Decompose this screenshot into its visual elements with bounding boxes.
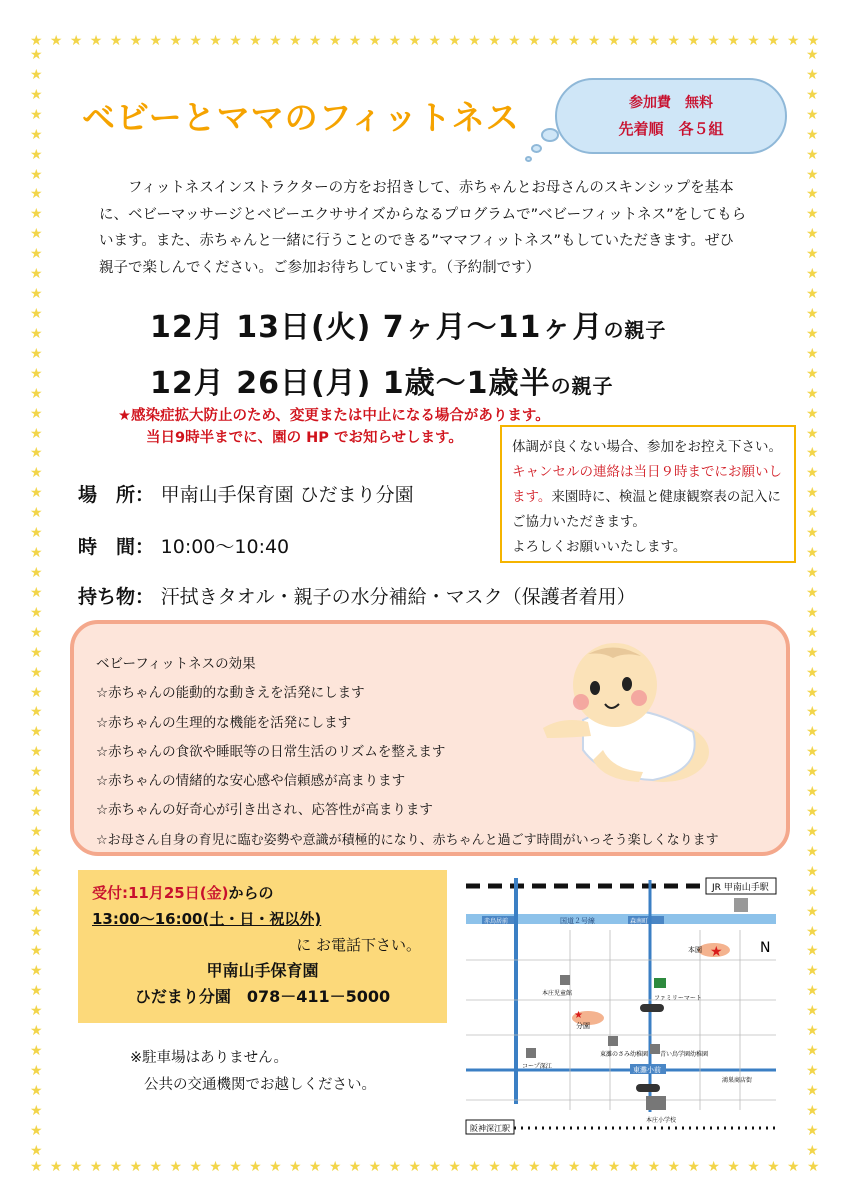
border-star-icon: ★ <box>30 66 43 83</box>
border-star-icon: ★ <box>328 1159 342 1175</box>
border-star-icon: ★ <box>149 1159 163 1175</box>
border-star-icon: ★ <box>189 1159 202 1175</box>
school-label: 本庄小学校 <box>646 1117 677 1124</box>
fee-text: 参加費 無料 <box>629 95 713 111</box>
border-star-icon: ★ <box>806 206 819 223</box>
border-star-icon: ★ <box>229 1159 242 1175</box>
effect-item: ☆赤ちゃんの食欲や睡眠等の日常生活のリズムを整えます <box>96 743 446 760</box>
date-line-1: 12月 13日(火) 7ヶ月～11ヶ月の親子 <box>150 310 667 345</box>
border-star-icon: ★ <box>209 1159 222 1175</box>
border-star-icon: ★ <box>806 584 819 601</box>
mark1-label: 東灘のさみ幼稚園 <box>600 1051 649 1058</box>
border-star-icon: ★ <box>567 1159 581 1175</box>
honjo-label: 本庄児童館 <box>542 990 573 997</box>
border-star-icon: ★ <box>129 33 143 49</box>
border-star-icon: ★ <box>488 33 501 49</box>
border-star-icon: ★ <box>30 1159 43 1175</box>
border-star-icon: ★ <box>528 1159 541 1175</box>
border-star-icon: ★ <box>388 33 402 49</box>
border-star-icon: ★ <box>288 1159 302 1175</box>
border-star-icon: ★ <box>567 33 581 49</box>
border-star-icon: ★ <box>647 33 661 49</box>
border-star-icon: ★ <box>30 584 43 601</box>
border-star-icon: ★ <box>30 86 43 103</box>
border-star-icon: ★ <box>30 744 43 761</box>
border-star-icon: ★ <box>30 1142 43 1159</box>
place-row: 場 所： 甲南山手保育園 ひだまり分園 <box>78 484 414 506</box>
border-star-icon: ★ <box>30 286 43 303</box>
border-star-icon: ★ <box>767 1159 780 1175</box>
branch-star-icon: ★ <box>574 1010 583 1021</box>
border-star-icon: ★ <box>30 604 43 621</box>
border-star-icon: ★ <box>30 843 43 860</box>
border-star-icon: ★ <box>30 624 43 641</box>
border-star-icon: ★ <box>806 1082 819 1099</box>
border-star-icon: ★ <box>30 545 43 562</box>
crawling-baby-illustration <box>543 640 713 790</box>
border-star-icon: ★ <box>667 33 681 49</box>
border-star-icon: ★ <box>806 564 819 581</box>
border-star-icon: ★ <box>30 425 43 442</box>
border-star-icon: ★ <box>806 1122 819 1139</box>
border-star-icon: ★ <box>269 33 282 49</box>
familymart-label: ファミリーマート <box>654 995 702 1002</box>
border-star-icon: ★ <box>30 664 43 681</box>
border-star-icon: ★ <box>30 724 43 741</box>
border-star-icon: ★ <box>687 33 700 49</box>
border-star-icon: ★ <box>328 33 342 49</box>
border-star-icon: ★ <box>806 266 819 283</box>
effect-item: ☆赤ちゃんの好奇心が引き出され、応答性が高まります <box>96 802 433 819</box>
border-star-icon: ★ <box>30 1102 43 1119</box>
border-star-icon: ★ <box>30 983 43 1000</box>
border-star-icon: ★ <box>89 1159 103 1175</box>
border-star-icon: ★ <box>408 33 422 49</box>
border-star-icon: ★ <box>587 1159 601 1175</box>
border-star-icon: ★ <box>707 33 720 49</box>
border-star-icon: ★ <box>30 823 43 840</box>
tohano-label: 東灘小前 <box>633 1066 661 1074</box>
border-star-icon: ★ <box>428 33 441 49</box>
border-star-icon: ★ <box>806 365 819 382</box>
border-star-icon: ★ <box>30 963 43 980</box>
border-star-icon: ★ <box>89 33 103 49</box>
border-star-icon: ★ <box>308 33 322 49</box>
border-star-icon: ★ <box>806 1023 819 1040</box>
border-star-icon: ★ <box>667 1159 681 1175</box>
border-star-icon: ★ <box>109 33 123 49</box>
border-star-icon: ★ <box>30 325 43 342</box>
border-star-icon: ★ <box>806 724 819 741</box>
border-star-icon: ★ <box>408 1159 422 1175</box>
border-star-icon: ★ <box>288 33 302 49</box>
border-star-icon: ★ <box>468 33 481 49</box>
border-star-icon: ★ <box>806 903 819 920</box>
border-star-icon: ★ <box>448 1159 461 1175</box>
time-row: 時 間： 10:00～10:40 <box>78 536 290 558</box>
border-star-icon: ★ <box>707 1159 720 1175</box>
border-star-icon: ★ <box>30 943 43 960</box>
border-star-icon: ★ <box>727 1159 740 1175</box>
border-star-icon: ★ <box>547 33 561 49</box>
border-star-icon: ★ <box>209 33 222 49</box>
fee-cloud <box>555 78 787 154</box>
border-star-icon: ★ <box>806 86 819 103</box>
border-star-icon: ★ <box>69 1159 83 1175</box>
border-star-icon: ★ <box>806 445 819 462</box>
road-label-1: 赤鳥居前 <box>484 918 509 925</box>
border-star-icon: ★ <box>528 33 541 49</box>
effect-item: ☆赤ちゃんの情緒的な安心感や信頼感が高まります <box>96 773 406 790</box>
limit-text: 先着順 各５組 <box>618 120 724 138</box>
border-star-icon: ★ <box>806 1063 819 1080</box>
star-border-right <box>806 48 819 1158</box>
border-star-icon: ★ <box>368 1159 382 1175</box>
border-star-icon: ★ <box>627 1159 641 1175</box>
jr-station-label: JR 甲南山手駅 <box>712 883 769 893</box>
border-star-icon: ★ <box>806 305 819 322</box>
border-star-icon: ★ <box>767 33 780 49</box>
main-school-star-icon: ★ <box>710 944 723 960</box>
border-star-icon: ★ <box>806 246 819 263</box>
border-star-icon: ★ <box>30 226 43 243</box>
border-star-icon: ★ <box>30 246 43 263</box>
border-star-icon: ★ <box>806 1142 819 1159</box>
reception-box: 受付:11月25日(金)からの 13:00～16:00(土・日・祝以外) に お電話下さい。 甲南山手保育園 ひだまり分園 078－411－5000 <box>78 870 447 1023</box>
page-title: ベビーとママのフィットネス <box>82 98 520 137</box>
parking-note: ※駐車場はありません。 公共の交通機関でお越しください。 <box>130 1050 376 1093</box>
border-star-icon: ★ <box>30 146 43 163</box>
border-star-icon: ★ <box>806 405 819 422</box>
health-notice-box: 体調が良くない場合、参加をお控え下さい。キャンセルの連絡は当日９時までにお願いします。来園時に、検温と健康観察表の記入にご協力いただきます。 よろしくお願いいたします。 <box>500 425 796 563</box>
star-border-top <box>30 34 820 48</box>
border-star-icon: ★ <box>806 106 819 123</box>
border-star-icon: ★ <box>30 764 43 781</box>
border-star-icon: ★ <box>806 1159 820 1175</box>
border-star-icon: ★ <box>806 764 819 781</box>
effect-item: ☆赤ちゃんの生理的な機能を活発にします <box>96 714 352 731</box>
border-star-icon: ★ <box>806 47 819 63</box>
border-star-icon: ★ <box>30 903 43 920</box>
border-star-icon: ★ <box>508 1159 521 1175</box>
border-star-icon: ★ <box>508 33 521 49</box>
phone-number[interactable]: ひだまり分園 078－411－5000 <box>134 987 391 1006</box>
border-star-icon: ★ <box>806 883 819 900</box>
border-star-icon: ★ <box>806 804 819 821</box>
border-star-icon: ★ <box>806 385 819 402</box>
border-star-icon: ★ <box>607 33 621 49</box>
border-star-icon: ★ <box>806 146 819 163</box>
border-star-icon: ★ <box>647 1159 661 1175</box>
border-star-icon: ★ <box>30 405 43 422</box>
border-star-icon: ★ <box>388 1159 402 1175</box>
border-star-icon: ★ <box>806 1003 819 1020</box>
border-star-icon: ★ <box>30 445 43 462</box>
hanshin-station-label: 阪神深江駅 <box>470 1124 510 1133</box>
border-star-icon: ★ <box>806 1043 819 1060</box>
border-star-icon: ★ <box>806 744 819 761</box>
border-star-icon: ★ <box>747 33 760 49</box>
border-star-icon: ★ <box>468 1159 481 1175</box>
border-star-icon: ★ <box>30 47 43 63</box>
border-star-icon: ★ <box>30 883 43 900</box>
border-star-icon: ★ <box>348 1159 362 1175</box>
items-row: 持ち物： 汗拭きタオル・親子の水分補給・マスク（保護者着用） <box>78 586 636 608</box>
border-star-icon: ★ <box>368 33 382 49</box>
border-star-icon: ★ <box>806 545 819 562</box>
border-star-icon: ★ <box>229 33 242 49</box>
border-star-icon: ★ <box>587 33 601 49</box>
road-label-3: 森南町1 <box>630 918 652 925</box>
border-star-icon: ★ <box>806 843 819 860</box>
border-star-icon: ★ <box>249 33 262 49</box>
border-star-icon: ★ <box>49 1159 63 1175</box>
border-star-icon: ★ <box>30 1003 43 1020</box>
border-star-icon: ★ <box>30 126 43 143</box>
border-star-icon: ★ <box>49 33 63 49</box>
border-star-icon: ★ <box>687 1159 700 1175</box>
border-star-icon: ★ <box>69 33 83 49</box>
border-star-icon: ★ <box>109 1159 123 1175</box>
border-star-icon: ★ <box>129 1159 143 1175</box>
border-star-icon: ★ <box>607 1159 621 1175</box>
border-star-icon: ★ <box>488 1159 501 1175</box>
border-star-icon: ★ <box>727 33 740 49</box>
border-star-icon: ★ <box>806 66 819 83</box>
border-star-icon: ★ <box>806 345 819 362</box>
border-star-icon: ★ <box>806 505 819 522</box>
border-star-icon: ★ <box>30 106 43 123</box>
border-star-icon: ★ <box>149 33 163 49</box>
border-star-icon: ★ <box>30 1122 43 1139</box>
border-star-icon: ★ <box>806 126 819 143</box>
border-star-icon: ★ <box>30 505 43 522</box>
border-star-icon: ★ <box>30 186 43 203</box>
border-star-icon: ★ <box>806 465 819 482</box>
date-line-2: 12月 26日(月) 1歳～1歳半の親子 <box>150 366 614 401</box>
border-star-icon: ★ <box>30 863 43 880</box>
border-star-icon: ★ <box>806 226 819 243</box>
border-star-icon: ★ <box>627 33 641 49</box>
access-map <box>460 870 786 1138</box>
border-star-icon: ★ <box>806 923 819 940</box>
border-star-icon: ★ <box>428 1159 441 1175</box>
effect-item: ☆赤ちゃんの能動的な動きえを活発にします <box>96 685 365 702</box>
border-star-icon: ★ <box>30 784 43 801</box>
border-star-icon: ★ <box>269 1159 282 1175</box>
border-star-icon: ★ <box>806 166 819 183</box>
border-star-icon: ★ <box>806 823 819 840</box>
border-star-icon: ★ <box>806 704 819 721</box>
border-star-icon: ★ <box>30 365 43 382</box>
branch-label: 分園 <box>576 1022 590 1030</box>
border-star-icon: ★ <box>30 1023 43 1040</box>
main-school-label: 本園 <box>688 946 702 954</box>
border-star-icon: ★ <box>30 385 43 402</box>
border-star-icon: ★ <box>30 166 43 183</box>
border-star-icon: ★ <box>30 266 43 283</box>
border-star-icon: ★ <box>787 33 800 49</box>
border-star-icon: ★ <box>806 943 819 960</box>
border-star-icon: ★ <box>806 604 819 621</box>
border-star-icon: ★ <box>806 485 819 502</box>
border-star-icon: ★ <box>547 1159 561 1175</box>
border-star-icon: ★ <box>348 33 362 49</box>
border-star-icon: ★ <box>806 33 820 49</box>
border-star-icon: ★ <box>169 1159 183 1175</box>
border-star-icon: ★ <box>806 425 819 442</box>
border-star-icon: ★ <box>30 305 43 322</box>
border-star-icon: ★ <box>30 1063 43 1080</box>
infection-notice: ★感染症拡大防止のため、変更または中止になる場合があります。 当日9時半までに、園の HP でお知らせします。 <box>118 408 550 446</box>
border-star-icon: ★ <box>30 644 43 661</box>
border-star-icon: ★ <box>30 804 43 821</box>
border-star-icon: ★ <box>806 1102 819 1119</box>
border-star-icon: ★ <box>806 983 819 1000</box>
border-star-icon: ★ <box>30 1082 43 1099</box>
intro-text: フィットネスインストラクターの方をお招きして、赤ちゃんとお母さんのスキンシップを基本に、ベビーマッサージとベビーエクササイズからなるプログラムで”ベビーフィットネス”をしてもらいます。また、赤ちゃんと一緒に行うことのできる”ママフィットネス”もしていただきます。ぜひ親子で楽しんでください。ご参加お待ちしています。（予約制です） <box>99 180 747 276</box>
border-star-icon: ★ <box>30 704 43 721</box>
border-star-icon: ★ <box>448 33 461 49</box>
border-star-icon: ★ <box>787 1159 800 1175</box>
border-star-icon: ★ <box>30 564 43 581</box>
border-star-icon: ★ <box>30 33 43 49</box>
effects-heading: ベビーフィットネスの効果 <box>96 656 256 672</box>
border-star-icon: ★ <box>30 525 43 542</box>
border-star-icon: ★ <box>30 1043 43 1060</box>
border-star-icon: ★ <box>806 784 819 801</box>
border-star-icon: ★ <box>30 923 43 940</box>
border-star-icon: ★ <box>30 345 43 362</box>
border-star-icon: ★ <box>806 624 819 641</box>
border-star-icon: ★ <box>169 33 183 49</box>
border-star-icon: ★ <box>806 525 819 542</box>
road-label-2: 国道２号線 <box>560 917 595 925</box>
border-star-icon: ★ <box>30 206 43 223</box>
star-border-left <box>30 48 43 1158</box>
mark3-label: 鴻巣商店街 <box>722 1077 753 1084</box>
border-star-icon: ★ <box>189 33 202 49</box>
border-star-icon: ★ <box>806 664 819 681</box>
border-star-icon: ★ <box>30 465 43 482</box>
north-arrow-icon: N <box>760 940 771 956</box>
border-star-icon: ★ <box>806 644 819 661</box>
border-star-icon: ★ <box>806 684 819 701</box>
border-star-icon: ★ <box>806 186 819 203</box>
border-star-icon: ★ <box>308 1159 322 1175</box>
border-star-icon: ★ <box>747 1159 760 1175</box>
border-star-icon: ★ <box>806 963 819 980</box>
effect-item: ☆お母さん自身の育児に臨む姿勢や意識が積極的になり、赤ちゃんと過ごす時間がいっそう楽しくなります <box>96 832 719 848</box>
mark2-label: 青い鳥学園幼稚園 <box>660 1051 709 1058</box>
border-star-icon: ★ <box>249 1159 262 1175</box>
border-star-icon: ★ <box>806 863 819 880</box>
border-star-icon: ★ <box>806 286 819 303</box>
coop-label: コープ深江 <box>522 1063 552 1070</box>
border-star-icon: ★ <box>30 684 43 701</box>
border-star-icon: ★ <box>806 325 819 342</box>
star-border-bottom <box>30 1160 820 1174</box>
border-star-icon: ★ <box>30 485 43 502</box>
